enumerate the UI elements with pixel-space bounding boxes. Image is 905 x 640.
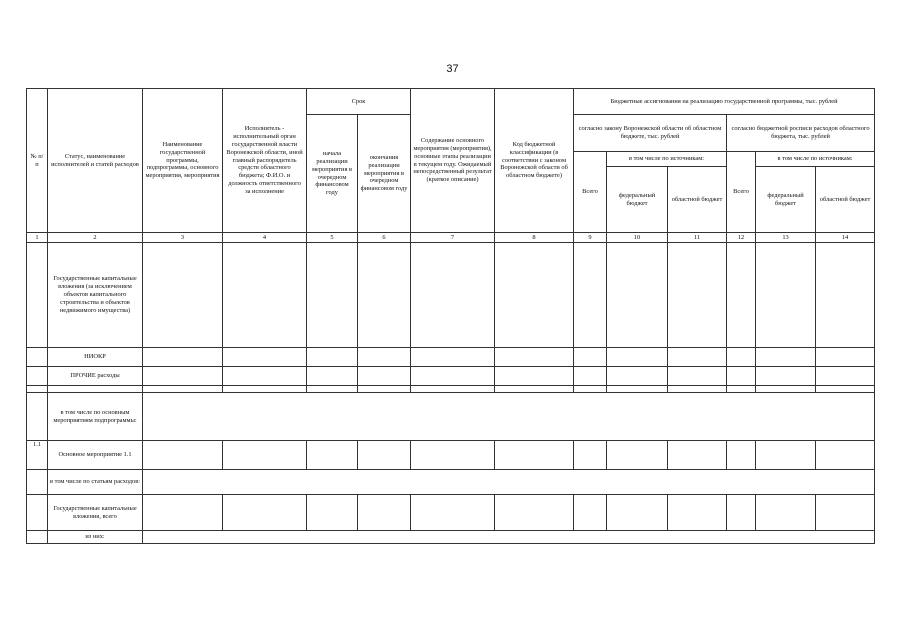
cell (495, 441, 574, 470)
row-number-1-1: 1.1 (27, 441, 48, 470)
col-number-14: 14 (816, 233, 875, 243)
cell (668, 348, 727, 367)
cell (358, 367, 411, 386)
col-number-9: 9 (574, 233, 607, 243)
header-end: окончания реализации мероприятия в очередном финансовом году (358, 115, 411, 233)
header-content: Содержание основного мероприятия (мероприятия), основные этапы реализации в текущем году. Ожидаемый непосредственный результат (краткое описание) (411, 89, 495, 233)
col-number-11: 11 (668, 233, 727, 243)
row-capital-investments: Государственные капитальные вложения (за исключением объектов капитального строительства и объектов недвижимого имущества) (48, 243, 143, 348)
cell (756, 386, 816, 393)
header-number: № п/п (27, 89, 48, 233)
table-row (27, 243, 875, 348)
table-row (27, 393, 875, 441)
cell (756, 367, 816, 386)
col-number-1: 1 (27, 233, 48, 243)
col-number-10: 10 (607, 233, 668, 243)
cell (358, 348, 411, 367)
cell (574, 243, 607, 348)
cell (307, 441, 358, 470)
cell (668, 386, 727, 393)
cell (816, 243, 875, 348)
col-number-5: 5 (307, 233, 358, 243)
col-number-4: 4 (223, 233, 307, 243)
cell (816, 441, 875, 470)
table-row (27, 531, 875, 544)
header-total-law: Всего (574, 152, 607, 233)
row-other-expenses: ПРОЧИЕ расходы (48, 367, 143, 386)
cell (223, 348, 307, 367)
cell (816, 348, 875, 367)
cell-merged (143, 393, 875, 441)
cell (727, 348, 756, 367)
cell (143, 367, 223, 386)
cell (607, 348, 668, 367)
cell (411, 367, 495, 386)
cell (307, 386, 358, 393)
row-main-events: в том числе по основным мероприятиям подпрограммы: (48, 393, 143, 441)
col-number-12: 12 (727, 233, 756, 243)
cell (27, 386, 48, 393)
table-row (27, 470, 875, 495)
cell (27, 367, 48, 386)
cell (411, 441, 495, 470)
cell (223, 495, 307, 531)
col-number-3: 3 (143, 233, 223, 243)
cell (816, 367, 875, 386)
cell (358, 243, 411, 348)
cell (574, 441, 607, 470)
cell (223, 441, 307, 470)
cell (307, 495, 358, 531)
cell (143, 386, 223, 393)
header-budget-allocations: Бюджетные ассигнования на реализацию государственной программы, тыс. рублей (574, 89, 875, 115)
header-term: Срок (307, 89, 411, 115)
row-by-articles: в том числе по статьям расходов: (48, 470, 143, 495)
cell (574, 495, 607, 531)
table-row (27, 367, 875, 386)
cell (727, 441, 756, 470)
cell (223, 243, 307, 348)
cell (48, 386, 143, 393)
cell (223, 386, 307, 393)
header-start: начала реализации мероприятия в очередном финансовом году (307, 115, 358, 233)
cell (27, 470, 48, 495)
cell (607, 495, 668, 531)
cell-merged (143, 470, 875, 495)
header-sources-roster: в том числе по источникам: (756, 152, 875, 167)
cell (143, 495, 223, 531)
cell (756, 243, 816, 348)
cell (495, 495, 574, 531)
cell (27, 531, 48, 544)
header-program-name: Наименование государственной программы, подпрограммы, основного мероприятия, мероприятия (143, 89, 223, 233)
header-total-roster: Всего (727, 152, 756, 233)
cell (574, 348, 607, 367)
cell (411, 348, 495, 367)
row-event-1-1: Основное мероприятие 1.1 (48, 441, 143, 470)
page-number: 37 (446, 63, 459, 75)
cell (307, 348, 358, 367)
budget-table (26, 88, 875, 544)
cell (143, 348, 223, 367)
cell (495, 386, 574, 393)
cell (727, 495, 756, 531)
header-regional-law: областной бюджет (668, 167, 727, 233)
header-regional-roster: областной бюджет (816, 167, 875, 233)
cell (495, 367, 574, 386)
header-budget-code: Код бюджетной классификации (в соответствии с законом Воронежской области об областном бюджете) (495, 89, 574, 233)
col-number-6: 6 (358, 233, 411, 243)
cell (668, 495, 727, 531)
cell (495, 348, 574, 367)
cell (27, 348, 48, 367)
table-row (27, 441, 875, 470)
table-row (27, 495, 875, 531)
cell (607, 386, 668, 393)
cell (607, 441, 668, 470)
header-federal-roster: федеральный бюджет (756, 167, 816, 233)
cell (816, 495, 875, 531)
cell (358, 495, 411, 531)
cell (574, 367, 607, 386)
cell (27, 243, 48, 348)
cell (358, 441, 411, 470)
table-row (27, 348, 875, 367)
header-status: Статус, наименование исполнителей и статей расходов (48, 89, 143, 233)
cell (411, 386, 495, 393)
cell (607, 367, 668, 386)
cell (358, 386, 411, 393)
cell (756, 495, 816, 531)
cell (816, 386, 875, 393)
cell (143, 243, 223, 348)
cell (143, 441, 223, 470)
header-executor: Исполнитель - исполнительный орган государственной власти Воронежской области, иной главный распорядитель средств областного бюджета; Ф.И.О. и должность ответственного за исполнение (223, 89, 307, 233)
cell (756, 441, 816, 470)
header-federal-law: федеральный бюджет (607, 167, 668, 233)
col-number-2: 2 (48, 233, 143, 243)
row-niokr: НИОКР (48, 348, 143, 367)
cell (411, 243, 495, 348)
header-by-law: согласно закону Воронежской области об областном бюджете, тыс. рублей (574, 115, 727, 152)
cell (668, 441, 727, 470)
cell (495, 243, 574, 348)
col-number-13: 13 (756, 233, 816, 243)
table-row (27, 386, 875, 393)
cell (27, 393, 48, 441)
cell (668, 243, 727, 348)
col-number-8: 8 (495, 233, 574, 243)
col-number-7: 7 (411, 233, 495, 243)
cell (411, 495, 495, 531)
cell (27, 495, 48, 531)
cell (307, 367, 358, 386)
header-sources-law: в том числе по источникам: (607, 152, 727, 167)
cell (574, 386, 607, 393)
cell (223, 367, 307, 386)
cell (727, 243, 756, 348)
row-of-them: из них: (48, 531, 143, 544)
cell (756, 348, 816, 367)
header-by-roster: согласно бюджетной росписи расходов областного бюджета, тыс. рублей (727, 115, 875, 152)
cell (727, 386, 756, 393)
cell-merged (143, 531, 875, 544)
cell (307, 243, 358, 348)
cell (668, 367, 727, 386)
row-capital-total: Государственные капитальные вложения, всего (48, 495, 143, 531)
cell (727, 367, 756, 386)
cell (607, 243, 668, 348)
